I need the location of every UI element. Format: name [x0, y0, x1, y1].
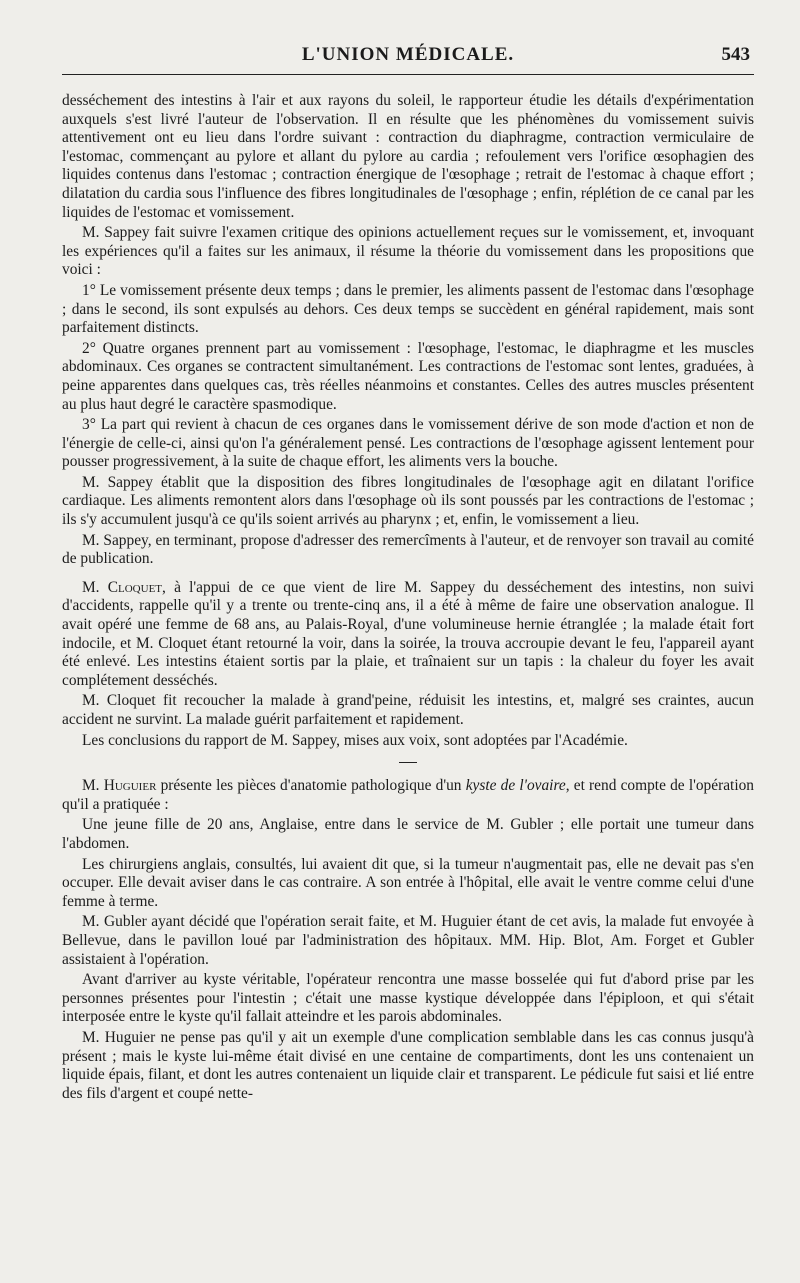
- paragraph: Les chirurgiens anglais, consultés, lui avaient dit que, si la tumeur n'augmentait pas, elle ne devait pas s'en occuper. Elle devait aviser dans le cas contraire. A son entrée à l'hôpital, elle avait le ventre comme celui d'une femme à terme.: [62, 855, 754, 910]
- paragraph: Avant d'arriver au kyste véritable, l'opérateur rencontra une masse bosselée qui fut d'abord prise par les personnes présentes pour l'intestin ; c'était une masse kystique développée dans l'épiploon, et qui s'était interposée entre le kyste qu'il fallait atteindre et les parois abdominales.: [62, 971, 754, 1026]
- paragraph-text: présente les pièces d'anatomie pathologique d'un: [156, 777, 466, 795]
- italic-term: kyste de l'ovaire: [465, 777, 566, 795]
- paragraph: M. Huguier ne pense pas qu'il y ait un exemple d'une complication semblable dans les cas connus jusqu'à présent ; mais le kyste lui-même était divisé en une centaine de compartiments, dont les uns contenaient un liquide épais, filant, et dont les autres contenaient un liquide clair et transparent. Le pédicule fut saisi et lié entre des fils d'argent et coupé nette-: [62, 1028, 754, 1102]
- paragraph: desséchement des intestins à l'air et aux rayons du soleil, le rapporteur étudie les détails d'expérimentation auxquels s'est livré l'auteur de l'observation. Il en résulte que les phénomènes du vomissement suivis attentivement ont eu lieu dans l'ordre suivant : contraction du diaphragme, contraction vermiculaire de l'estomac, commençant au pylore et allant du pylore au cardia ; refoulement vers l'orifice œsophagien des liquides contenus dans l'estomac ; contraction énergique de l'œsophage ; retrait de l'estomac à chaque effort ; dilatation du cardia sous l'influence des fibres longitudinales de l'œsophage ; enfin, réplétion de ce canal par les liquides de l'estomac et vomissement.: [62, 92, 754, 221]
- paragraph: M. Sappey établit que la disposition des fibres longitudinales de l'œsophage agit en dilatant l'orifice cardiaque. Les aliments remontent alors dans l'œsophage où ils sont poussés par les contractions de l'estomac ; ils s'y accumulent jusqu'à ce qu'ils soient arrivés au pharynx ; et, enfin, le vomissement a lieu.: [62, 473, 754, 529]
- body-text: [62, 92, 754, 1105]
- paragraph: Les conclusions du rapport de M. Sappey, mises aux voix, sont adoptées par l'Académie.: [82, 731, 628, 749]
- page-header: [62, 44, 754, 74]
- paragraph-huguier: [62, 777, 754, 814]
- section-separator: [399, 762, 417, 763]
- prefix: M.: [82, 777, 104, 795]
- paragraph: M. Sappey, en terminant, propose d'adresser des remercîments à l'auteur, et de renvoyer son travail au comité de publication.: [62, 531, 754, 568]
- header-rule: [62, 74, 754, 75]
- running-title: L'UNION MÉDICALE.: [301, 44, 515, 65]
- paragraph: 1° Le vomissement présente deux temps ; dans le premier, les aliments passent de l'estomac dans l'œsophage ; dans le second, ils sont expulsés au dehors. Ces deux temps se succèdent en général rapidement, mais sont parfaitement distincts.: [62, 281, 754, 337]
- paragraph: M. Cloquet fit recoucher la malade à grand'peine, réduisit les intestins, et, malgré ses craintes, aucun accident ne survint. La malade guérit parfaitement et rapidement.: [62, 692, 754, 728]
- paragraph-cloquet: [62, 579, 754, 691]
- paragraph: M. Sappey fait suivre l'examen critique des opinions actuellement reçues sur le vomissement, et, invoquant les expériences qu'il a faites sur les animaux, il résume la théorie du vomissement dans les propositions que voici :: [62, 224, 754, 279]
- prefix: M.: [82, 578, 108, 596]
- paragraph: Une jeune fille de 20 ans, Anglaise, entre dans le service de M. Gubler ; elle portait une tumeur dans l'abdomen.: [62, 816, 754, 852]
- paragraph-text: , à l'appui de ce que vient de lire M. Sappey du desséchement des intestins, non suivi d'accidents, rappelle qu'il y a trente ou trente-cinq ans, il a été à même de faire une observation analogue. Il avait opéré une femme de 68 ans, au Palais-Royal, d'une volumineuse hernie étranglée ; la malade était fort indocile, et M. Cloquet étant retourné la voir, dans la soirée, la trouva accroupie devant le feu, l'appareil ayant été enlevé. Les intestins étaient sortis par la plaie, et traînaient sur un tapis : la chaleur du foyer les avait complétement desséchés.: [62, 578, 754, 689]
- paragraph: 2° Quatre organes prennent part au vomissement : l'œsophage, l'estomac, le diaphragme et les muscles abdominaux. Ces organes se contractent simultanément. Les contractions de l'estomac sont lentes, graduées, à peine apparentes dans quelques cas, très réelles néanmoins et constantes. Celles des autres muscles présentent au plus haut degré le caractère spasmodique.: [62, 339, 754, 413]
- paragraph: 3° La part qui revient à chacun de ces organes dans le vomissement dérive de son mode d'action et non de l'énergie de celle-ci, ainsi qu'on l'a généralement pensé. Les contractions de l'œsophage agissent lentement pour pousser progressivement, à la suite de chaque effort, les aliments vers la bouche.: [62, 416, 754, 471]
- speaker-name: Huguier: [103, 777, 157, 795]
- speaker-name: Cloquet: [107, 578, 163, 596]
- paragraph: M. Gubler ayant décidé que l'opération serait faite, et M. Huguier étant de cet avis, la malade fut envoyée à Bellevue, dans le pavillon loué par l'administration des hôpitaux. MM. Hip. Blot, Am. Forget et Gubler assistaient à l'opération.: [62, 913, 754, 968]
- page-number: 543: [721, 44, 750, 65]
- paragraph-text: , et rend compte de l'opération qu'il a pratiquée :: [62, 777, 754, 813]
